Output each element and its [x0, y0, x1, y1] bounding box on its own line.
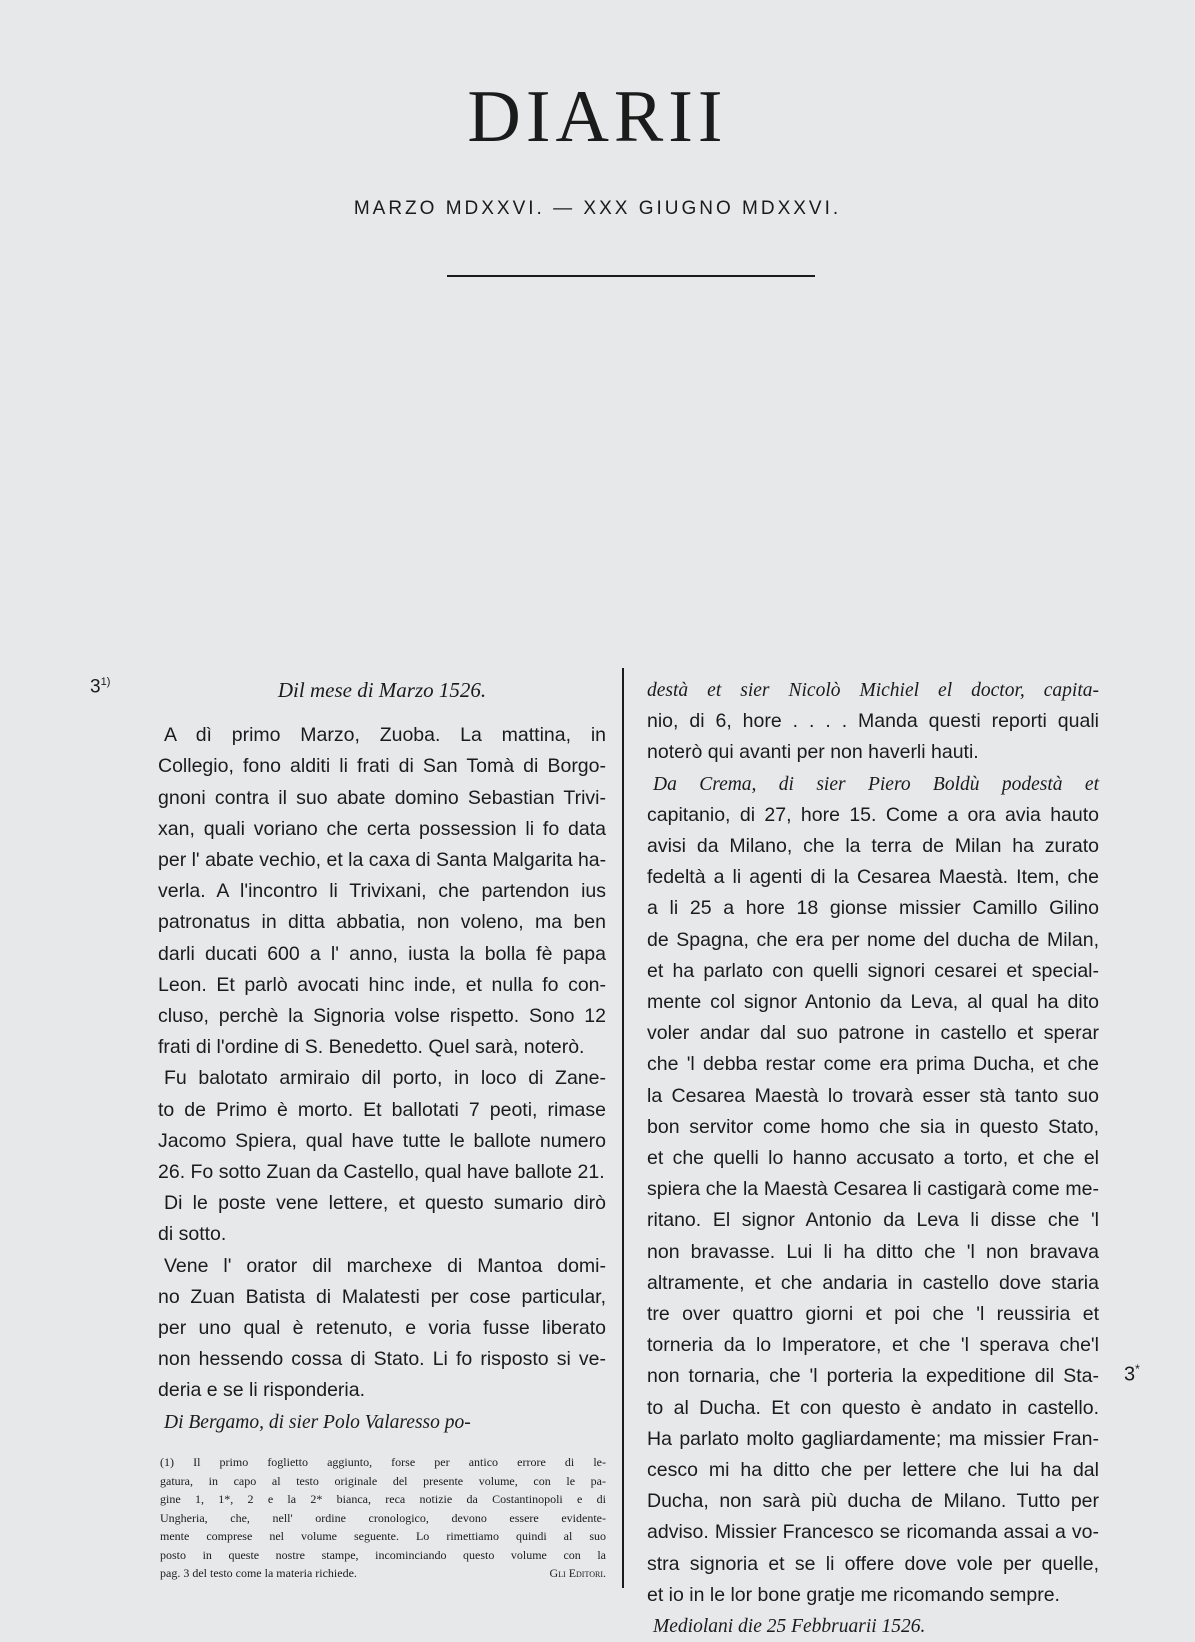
- text-line: Ducha, non sarà più ducha de Milano. Tutto per: [647, 1490, 1099, 1513]
- text-line: de Spagna, che era per nome del ducha de Milan,: [647, 928, 1099, 951]
- text-line: Vene l' orator dil marchexe di Mantoa domi-: [164, 1254, 606, 1277]
- text-line: destà et sier Nicolò Michiel el doctor, capita-: [647, 680, 1099, 701]
- footnote-line: Ungheria, che, nell' ordine cronologico, devono essere evidente-: [160, 1510, 606, 1525]
- footnote-signature: Gli Editori.: [549, 1566, 606, 1580]
- text-line: Collegio, fono alditi li frati di San Tomà di Borgo-: [158, 755, 606, 778]
- right-page-reference: [1124, 1362, 1140, 1387]
- text-line: cesco mi ha ditto che per lettere che lui ha dal: [647, 1459, 1099, 1482]
- text-line: per l' abate vechio, et la caxa di Santa Malgarita ha-: [158, 849, 607, 872]
- text-line: non bravasse. Lui li ha ditto che 'l non bravava: [647, 1240, 1099, 1263]
- section-heading: Dil mese di Marzo 1526.: [277, 678, 487, 702]
- right-page-number: 3: [1124, 1363, 1136, 1386]
- text-line: no Zuan Batista di Malatesti per cose particular,: [158, 1285, 606, 1308]
- column-divider: [622, 668, 624, 1588]
- text-line: per uno qual è retenuto, e voria fusse liberato: [158, 1317, 606, 1340]
- text-line: gnoni contra il suo abate domino Sebastian Trivi-: [158, 786, 606, 809]
- text-line: patronatus in ditta abbatia, non voleno, ma ben: [158, 911, 606, 934]
- text-line: tre over quattro giorni et poi che 'l reussiria et: [647, 1303, 1099, 1326]
- date-range-subtitle: MARZO MDXXVI. — XXX GIUGNO MDXXVI.: [353, 198, 842, 219]
- footnote: [160, 1453, 606, 1583]
- text-line: Ha parlato molto gagliardamente; ma missier Fran-: [647, 1427, 1099, 1450]
- footnote-line: gine 1, 1*, 2 e la 2* bianca, reca notizie da Costantinopoli e di: [160, 1492, 606, 1506]
- footnote-line: posto in queste nostre stampe, incominciando questo volume con la: [160, 1547, 606, 1562]
- text-line: altramente, et che andaria in castello dove staria: [647, 1271, 1099, 1294]
- text-line: Fu balotato armiraio dil porto, in loco di Zane-: [164, 1067, 606, 1090]
- text-line: avisi da Milano, che la terra de Milan ha zurato: [647, 835, 1099, 858]
- footnote-line: gatura, in capo al testo originale del presente volume, con le pa-: [160, 1473, 606, 1488]
- text-line: deria e se li risponderia.: [158, 1379, 366, 1402]
- text-line: et io in le lor bone gratje me ricomando sempre.: [647, 1583, 1060, 1606]
- right-column: [647, 675, 1099, 1642]
- text-line: mente col signor Antonio da Leva, al qual ha dito: [647, 991, 1099, 1014]
- text-line: Jacomo Spiera, qual have tutte le ballote numero: [158, 1129, 606, 1152]
- text-line: 26. Fo sotto Zuan da Castello, qual have ballote 21.: [158, 1161, 605, 1184]
- text-line: torneria da lo Imperatore, et che 'l sperava che'l: [647, 1334, 1099, 1357]
- text-line: fedeltà a li agenti di la Cesarea Maestà. Item, che: [647, 866, 1099, 889]
- text-line: stra signoria et se li offere dove vole per quelle,: [647, 1552, 1099, 1575]
- text-line: adviso. Missier Francesco se ricomanda assai a vo-: [647, 1521, 1099, 1544]
- right-page-mark: *: [1135, 1362, 1140, 1376]
- text-line: xan, quali voriano che certa possession li fo data: [158, 817, 606, 840]
- left-page-note-mark: 1): [100, 676, 111, 688]
- text-line: nio, di 6, hore . . . . Manda questi reporti quali: [647, 710, 1099, 733]
- footnote-line: pag. 3 del testo come la materia richiede.: [160, 1566, 357, 1580]
- footnote-last-row: [160, 1564, 606, 1583]
- left-page-number: 3: [90, 676, 101, 698]
- text-line: verla. A l'incontro li Trivixani, che partendon ius: [158, 880, 606, 903]
- text-line: ritano. El signor Antonio da Leva li disse che 'l: [647, 1209, 1099, 1232]
- text-line: to de Primo è morto. Et ballotati 7 peoti, rimase: [158, 1098, 606, 1121]
- page-title: DIARII: [467, 76, 728, 158]
- text-line: Da Crema, di sier Piero Boldù podestà et: [653, 773, 1099, 795]
- text-line: Leon. Et parlò avocati hinc inde, et nulla fo con-: [158, 973, 606, 996]
- text-line: spiera che la Maestà Cesarea li castigarà come me-: [647, 1178, 1099, 1201]
- text-line: darli ducati 600 a l' anno, iusta la bolla fè papa: [158, 942, 606, 965]
- text-line: che 'l debba restar come era prima Ducha, et che: [647, 1053, 1099, 1076]
- text-line: la Cesarea Maestà lo trovarà esser stà tanto suo: [647, 1084, 1099, 1107]
- text-line: A dì primo Marzo, Zuoba. La mattina, in: [164, 724, 606, 747]
- footnote-line: (1) Il primo foglietto aggiunto, forse per antico errore di le-: [160, 1455, 606, 1469]
- text-line: noterò qui avanti per non haverli hauti.: [647, 741, 979, 764]
- text-line: Mediolani die 25 Febbruarii 1526.: [653, 1616, 926, 1638]
- text-line: bon servitor come homo che sia in questo Stato,: [647, 1115, 1099, 1138]
- text-line: a li 25 a hore 18 gionse missier Camillo Gilino: [647, 897, 1099, 920]
- text-line: frati di l'ordine di S. Benedetto. Quel sarà, noterò.: [158, 1036, 585, 1059]
- text-line: Di le poste vene lettere, et questo sumario dirò: [164, 1192, 606, 1215]
- text-line: di sotto.: [158, 1223, 227, 1246]
- text-line: non hessendo cossa di Stato. Li fo risposto si ve-: [158, 1348, 606, 1371]
- title-divider: [447, 275, 815, 277]
- text-line: Di Bergamo, di sier Polo Valaresso po-: [164, 1411, 471, 1433]
- text-line: non tornaria, che 'l porteria la expeditione dil Sta-: [647, 1365, 1099, 1388]
- text-line: et che quelli lo hanno accusato a torto, et che el: [647, 1147, 1099, 1170]
- text-line: to al Ducha. Et con questo è andato in castello.: [647, 1396, 1099, 1419]
- text-line: capitanio, di 27, hore 15. Come a ora avia hauto: [647, 803, 1099, 826]
- text-line: voler andar dal suo patrone in castello et sperar: [647, 1022, 1099, 1045]
- left-page-reference: [90, 676, 110, 698]
- text-line: et ha parlato con quelli signori cesarei et special-: [647, 959, 1099, 982]
- text-line: cluso, perchè la Signoria volse rispetto. Sono 12: [158, 1005, 606, 1028]
- footnote-line: mente comprese nel volume seguente. Lo rimettiamo quindi al suo: [160, 1529, 606, 1543]
- left-column: [158, 675, 606, 1438]
